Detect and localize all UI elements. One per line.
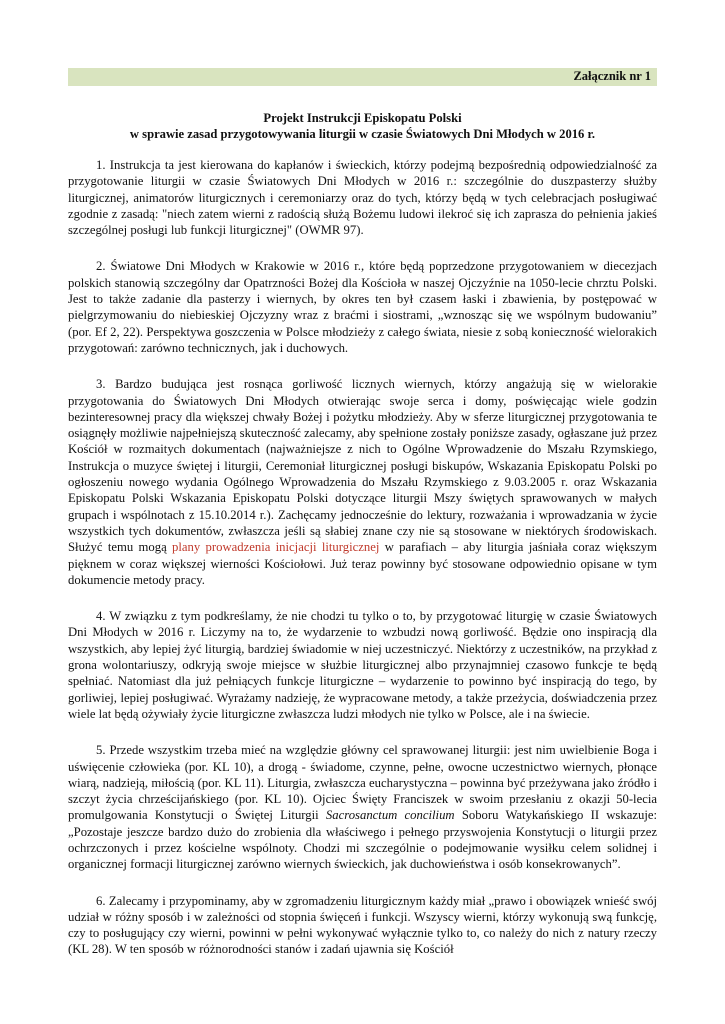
paragraph-6: 6. Zalecamy i przypominamy, aby w zgromadzeniu liturgicznym każdy miał „prawo i obowiązek wnieść swój udział w różny sposób i w zależności od stopnia święceń i funkcji. Wszyscy wierni, którzy wykonują swą funkcję, czy to posługujący czy wierni, powinni w pełni wykonywać wyłącznie tylko to, co należy do nich z natury rzeczy (KL 28). W ten sposób w różnorodności stanów i zadań ujawnia się Kościół (68, 893, 657, 957)
document-title (68, 110, 657, 142)
paragraph-3-text-b: w parafiach – aby liturgia jaśniała coraz większym pięknem w coraz większej wierności Kościołowi. Już teraz powinny być stosowane odpowiednio opisane w tym dokumencie metody pracy. (68, 540, 657, 587)
paragraph-3 (68, 376, 657, 588)
paragraph-1: 1. Instrukcja ta jest kierowana do kapłanów i świeckich, którzy podejmą bezpośrednią odpowiedzialność za przygotowanie liturgii w czasie Światowych Dni Młodych w 2016 r.: szczególnie do duszpasterzy służby liturgicznej, animatorów liturgicznych i ceremoniarzy oraz do tych, którzy będą w tych celebracjach posługiwać zgodnie z zasadą: "niech zatem wierni z radością służą Bożemu ludowi ilekroć się ich zaprasza do pełnienia jakieś szczególnej posługi lub funkcji liturgicznej" (OWMR 97). (68, 158, 657, 238)
paragraph-5-text-b: Soboru Watykańskiego II wskazuje: „Pozostaje jeszcze bardzo dużo do zrobienia dla właściwego i pełnego przyswojenia Konstytucji o liturgii przez ochrzczonych i przez kościelne wspólnoty. Chodzi mi szczególnie o podejmowanie wysiłku celem solidnej i organicznej formacji liturgicznej zarówno wiernych świeckich, jak duchowieństwa i osób konsekrowanych”. (68, 808, 658, 872)
title-line-2: w sprawie zasad przygotowywania liturgii w czasie Światowych Dni Młodych w 2016 r. (129, 127, 596, 141)
paragraph-5 (68, 742, 657, 872)
document-body (68, 157, 657, 978)
paragraph-3-text-a: 3. Bardzo budująca jest rosnąca gorliwość licznych wiernych, którzy angażują się w wielorakie przygotowania do Światowych Dni Młodych otwierając swoje serca i domy, poświęcając wiele godzin bezinteresownej pracy dla większej chwały Bożej i pożytku młodzieży. Aby w sferze liturgicznej przygotowania te osiągnęły możliwie najpełniejszą skuteczność zalecamy, aby spełnione zostały poniższe zasady, ogłaszane już przez Kościół w rozmaitych dokumentach (najważniejsze z nich to Ogólne Wprowadzenie do Mszału Rzymskiego, Instrukcja o muzyce świętej i liturgii, Ceremoniał liturgicznej posługi biskupów, Wskazania Episkopatu Polski po ogłoszeniu nowego wydania Ogólnego Wprowadzenia do Mszału Rzymskiego z 9.03.2005 r. oraz Wskazania Episkopatu Polski Wskazania Episkopatu Polski dotyczące liturgii Mszy świętych sprawowanych w małych grupach i wspólnotach z 15.10.2014 r.). Zachęcamy jednocześnie do lektury, rozważania i wprowadzania w życie wszystkich tych dokumentów, zwłaszcza jeśli są słabiej znane czy nie są stosowane w niektórych środowiskach. Służyć temu mogą (68, 377, 657, 555)
paragraph-4: 4. W związku z tym podkreślamy, że nie chodzi tu tylko o to, by przygotować liturgię w czasie Światowych Dni Młodych w 2016 r. Liczymy na to, że wydarzenie to wzbudzi nową gorliwość. Będzie ono inspiracją dla wszystkich, aby lepiej żyć liturgią, bardziej świadomie w niej uczestniczyć. Niektórzy z uczestników, na przykład z grona wolontariuszy, odkryją swoje miejsce w służbie liturgicznej albo przynajmniej czasowo funkcje te będą spełniać. Natomiast dla już pełniących funkcje liturgiczne – wydarzenie to powinno być inspiracją do tego, by gorliwiej, lepiej posługiwać. Wyrażamy nadzieję, że wypracowane metody, a także przeżycia, doświadczenia przez wiele lat będą ożywiały życie liturgiczne zwłaszcza ludzi młodych nie tylko w Polsce, ale i na świecie. (68, 609, 657, 721)
title-line-1: Projekt Instrukcji Episkopatu Polski (263, 111, 462, 125)
annex-banner (68, 68, 657, 86)
paragraph-2: 2. Światowe Dni Młodych w Krakowie w 2016 r., które będą poprzedzone przygotowaniem w diecezjach polskich stanowią szczególny dar Opatrzności Bożej dla Kościoła w naszej Ojczyźnie na 1050-lecie chrztu Polski. Jest to także zadanie dla pasterzy i wiernych, by okres ten był czasem łaski i zbawienia, by postępować w pielgrzymowaniu do niebieskiej Ojczyzny wraz z braćmi i siostrami, „wznosząc się we wspólnym budowaniu” (por. Ef 2, 22). Perspektywa goszczenia w Polsce młodzieży z całego świata, niesie z sobą konieczność wielorakich przygotowań: zarówno technicznych, jak i duchowych. (68, 259, 657, 355)
italic-title: Sacrosanctum concilium (325, 808, 455, 823)
highlighted-phrase: plany prowadzenia inicjacji liturgicznej (172, 540, 380, 555)
annex-label: Załącznik nr 1 (573, 69, 651, 83)
paragraph-5-text-a: 5. Przede wszystkim trzeba mieć na względzie główny cel sprawowanej liturgii: jest nim uwielbienie Boga i uświęcenie człowieka (por. KL 10), a drogą - świadome, czynne, pełne, owocne uczestnictwo wiernych, płonące wiarą, nadzieją, miłością (por. KL 11). Liturgia, zwłaszcza eucharystyczna – powinna być przeżywana jako źródło i szczyt życia chrześcijańskiego (por. KL 10). Ojciec Święty Franciszek w swoim przesłaniu z okazji 50-lecia promulgowania Konstytucji o Świętej Liturgii (68, 743, 657, 823)
